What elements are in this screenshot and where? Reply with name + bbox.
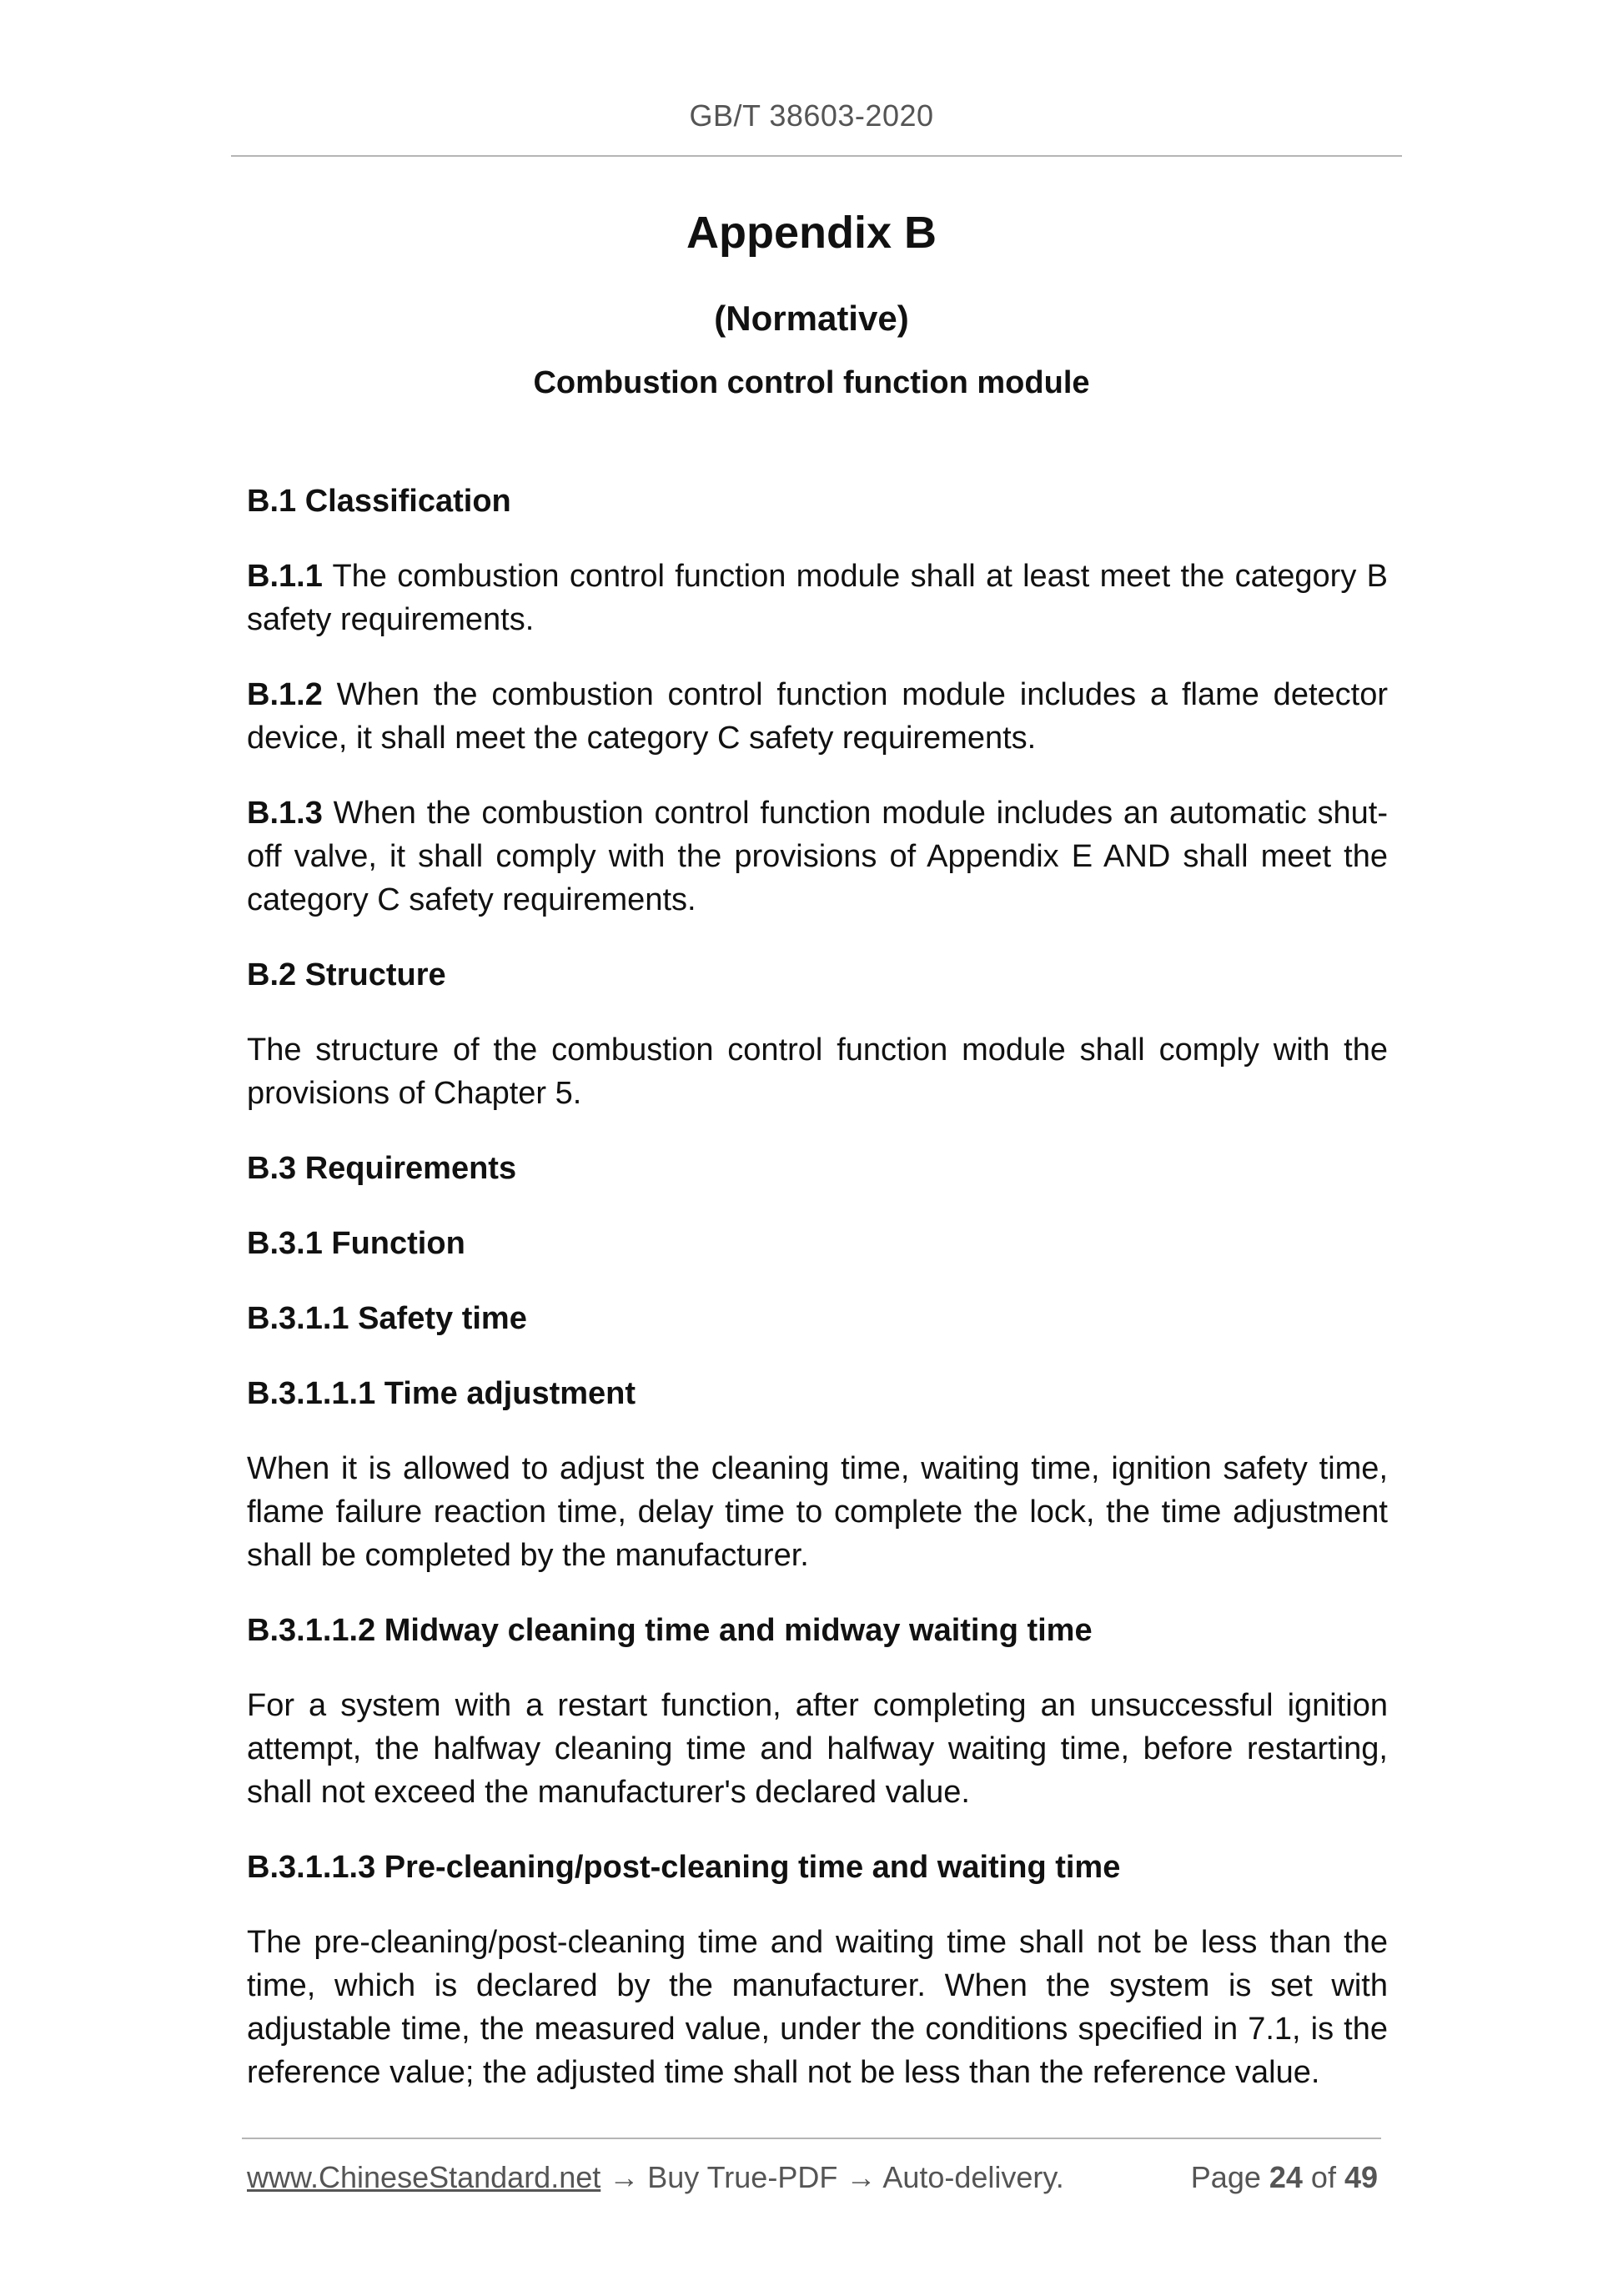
total-pages: 49 xyxy=(1344,2160,1378,2194)
clause-number: B.1.1 xyxy=(247,559,323,594)
document-code-header: GB/T 38603-2020 xyxy=(689,98,934,133)
website-link[interactable]: www.ChineseStandard.net xyxy=(247,2160,601,2194)
section-heading-b3: B.3 Requirements xyxy=(247,1151,517,1186)
section-heading-b3-1-1: B.3.1.1 Safety time xyxy=(247,1301,527,1336)
paragraph-b3-1-1-2: For a system with a restart function, after completing an unsuccessful ignition attempt, the halfway cleaning time and halfway waiting time, before restarting, shall not exceed the manufacturer's declared value. xyxy=(247,1688,1388,1810)
current-page: 24 xyxy=(1269,2160,1303,2194)
document-body xyxy=(247,480,1388,2126)
paragraph-b3-1-1-1: When it is allowed to adjust the cleaning time, waiting time, ignition safety time, flame failure reaction time, delay time to complete the lock, the time adjustment shall be completed by the manufacturer. xyxy=(247,1451,1388,1573)
clause-number: B.1.3 xyxy=(247,796,323,831)
header-divider xyxy=(231,155,1402,157)
section-heading-b1: B.1 Classification xyxy=(247,484,511,519)
clause-text: When the combustion control function module includes an automatic shut-off valve, it shall comply with the provisions of Appendix E AND shall meet the category C safety requirements. xyxy=(247,796,1388,917)
clause-text: The combustion control function module shall at least meet the category B safety requirements. xyxy=(247,559,1388,637)
footer-tagline: → Buy True-PDF → Auto-delivery. xyxy=(600,2160,1064,2194)
section-heading-b3-1-1-1: B.3.1.1.1 Time adjustment xyxy=(247,1376,636,1411)
page-number xyxy=(1191,2160,1378,2195)
footer-promo xyxy=(247,2160,1064,2195)
paragraph-b3-1-1-3: The pre-cleaning/post-cleaning time and waiting time shall not be less than the time, which is declared by the manufacturer. When the system is set with adjustable time, the measured value, under the conditions specified in 7.1, is the reference value; the adjusted time shall not be less than the reference value. xyxy=(247,1925,1388,2090)
clause-number: B.1.2 xyxy=(247,677,323,712)
clause-text: When the combustion control function module includes a flame detector device, it shall meet the category C safety requirements. xyxy=(247,677,1388,756)
section-heading-b2: B.2 Structure xyxy=(247,957,446,992)
clause-b1-3 xyxy=(247,791,1388,922)
appendix-title: Appendix B xyxy=(686,208,937,258)
page-of-label: of xyxy=(1302,2160,1344,2194)
clause-b1-1 xyxy=(247,555,1388,641)
clause-b1-2 xyxy=(247,673,1388,760)
paragraph-b2: The structure of the combustion control function module shall comply with the provisions of Chapter 5. xyxy=(247,1032,1388,1111)
footer-divider xyxy=(242,2138,1381,2139)
appendix-type: (Normative) xyxy=(714,299,909,338)
appendix-name: Combustion control function module xyxy=(533,365,1090,400)
section-heading-b3-1-1-2: B.3.1.1.2 Midway cleaning time and midway waiting time xyxy=(247,1613,1093,1648)
section-heading-b3-1-1-3: B.3.1.1.3 Pre-cleaning/post-cleaning time and waiting time xyxy=(247,1850,1121,1885)
page-label: Page xyxy=(1190,2160,1269,2194)
section-heading-b3-1: B.3.1 Function xyxy=(247,1226,465,1261)
